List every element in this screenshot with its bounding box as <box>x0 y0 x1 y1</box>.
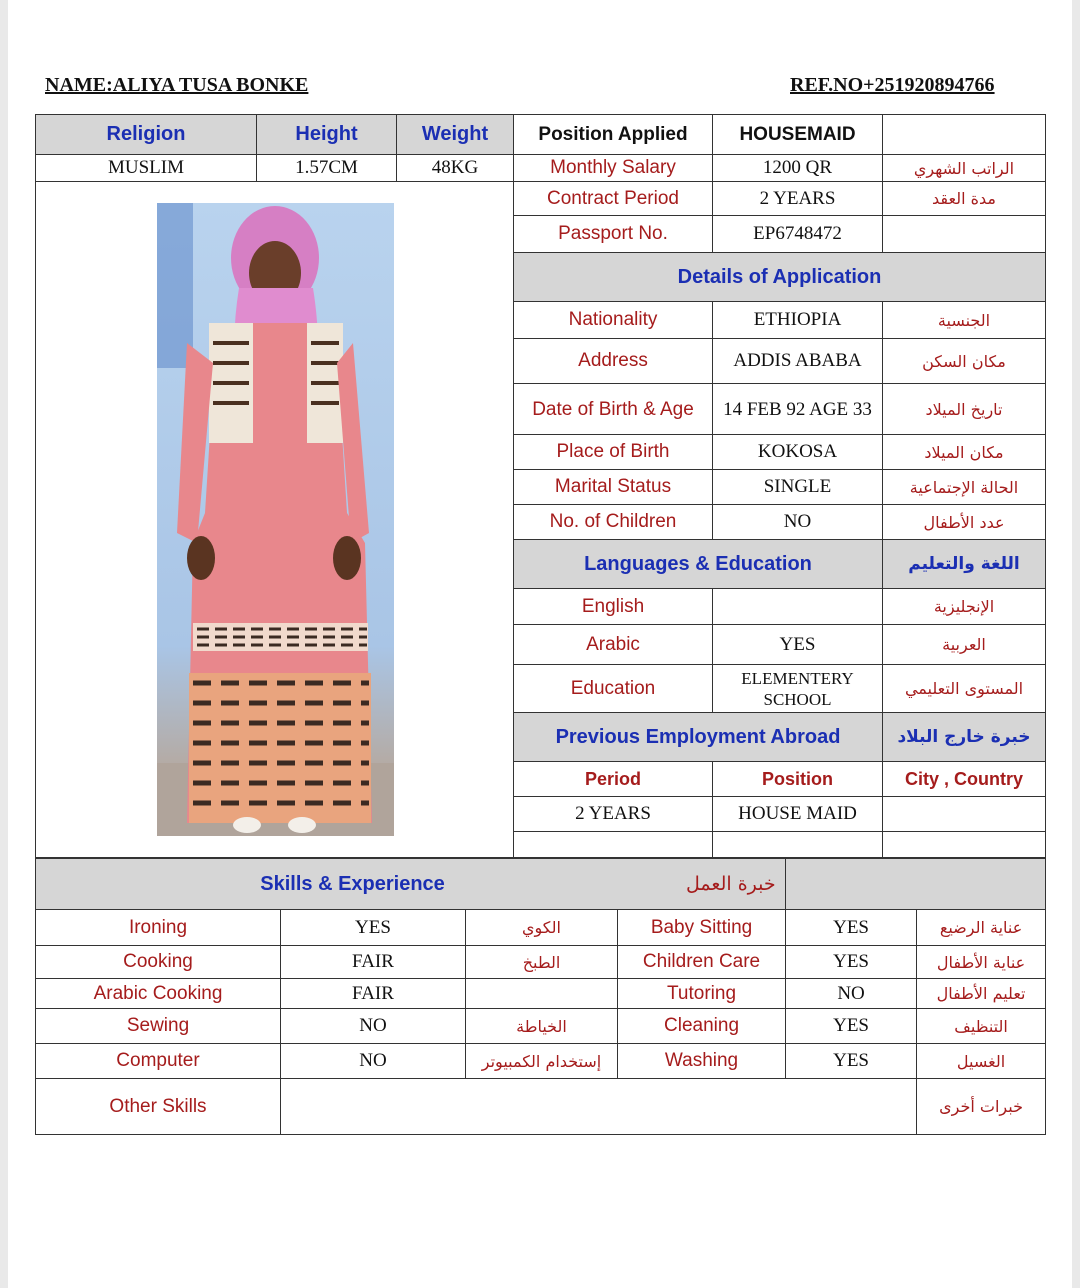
skill-arabic-cooking-ar <box>466 979 618 1009</box>
address-value: ADDIS ABABA <box>713 339 883 384</box>
other-skills-ar: خبرات أخرى <box>917 1079 1046 1135</box>
skill-computer-label: Computer <box>36 1044 281 1079</box>
skills-title-ar-text: خبرة العمل <box>686 873 776 895</box>
height-value: 1.57CM <box>257 155 397 182</box>
employment-city-value <box>883 797 1046 832</box>
children-value: NO <box>713 505 883 540</box>
arabic-label: Arabic <box>514 625 713 665</box>
skill-washing-ar: الغسيل <box>917 1044 1046 1079</box>
place-of-birth-value: KOKOSA <box>713 435 883 470</box>
employment-position-header: Position <box>713 762 883 797</box>
employment-position-value: HOUSE MAID <box>713 797 883 832</box>
religion-value: MUSLIM <box>36 155 257 182</box>
monthly-salary-label: Monthly Salary <box>514 155 713 182</box>
skill-children-care-label: Children Care <box>618 946 786 979</box>
employment-city-empty <box>883 832 1046 858</box>
nationality-ar: الجنسية <box>883 302 1046 339</box>
english-value <box>713 589 883 625</box>
skill-baby-sitting-value: YES <box>786 910 917 946</box>
marital-status-value: SINGLE <box>713 470 883 505</box>
other-skills-value <box>281 1079 917 1135</box>
languages-section-title: Languages & Education <box>514 540 883 589</box>
employment-period-header: Period <box>514 762 713 797</box>
height-label: Height <box>257 115 397 155</box>
children-ar: عدد الأطفال <box>883 505 1046 540</box>
skill-sewing-label: Sewing <box>36 1009 281 1044</box>
contract-period-ar: مدة العقد <box>883 182 1046 216</box>
skill-ironing-ar: الكوي <box>466 910 618 946</box>
nationality-value: ETHIOPIA <box>713 302 883 339</box>
place-of-birth-ar: مكان الميلاد <box>883 435 1046 470</box>
skill-cooking-ar: الطبخ <box>466 946 618 979</box>
monthly-salary-value: 1200 QR <box>713 155 883 182</box>
marital-status-ar: الحالة الإجتماعية <box>883 470 1046 505</box>
education-value: ELEMENTERY SCHOOL <box>713 665 883 713</box>
monthly-salary-ar: الراتب الشهري <box>883 155 1046 182</box>
dob-value: 14 FEB 92 AGE 33 <box>713 384 883 435</box>
skill-children-care-value: YES <box>786 946 917 979</box>
applicant-photo <box>157 203 394 836</box>
skill-cooking-label: Cooking <box>36 946 281 979</box>
skill-cleaning-label: Cleaning <box>618 1009 786 1044</box>
english-ar: الإنجليزية <box>883 589 1046 625</box>
skill-computer-value: NO <box>281 1044 466 1079</box>
passport-value: EP6748472 <box>713 216 883 253</box>
skill-sewing-value: NO <box>281 1009 466 1044</box>
contract-period-value: 2 YEARS <box>713 182 883 216</box>
weight-value: 48KG <box>397 155 514 182</box>
position-applied-value: HOUSEMAID <box>713 115 883 155</box>
address-label: Address <box>514 339 713 384</box>
arabic-ar: العربية <box>883 625 1046 665</box>
position-applied-ar <box>883 115 1046 155</box>
employment-section-title-ar: خبرة خارج البلاد <box>883 713 1046 762</box>
employment-period-empty <box>514 832 713 858</box>
employment-city-header: City , Country <box>883 762 1046 797</box>
skill-ironing-label: Ironing <box>36 910 281 946</box>
skill-washing-value: YES <box>786 1044 917 1079</box>
religion-label: Religion <box>36 115 257 155</box>
employment-period-value: 2 YEARS <box>514 797 713 832</box>
employment-position-empty <box>713 832 883 858</box>
skill-arabic-cooking-label: Arabic Cooking <box>36 979 281 1009</box>
employment-section-title: Previous Employment Abroad <box>514 713 883 762</box>
applicant-photo-drawing <box>157 203 394 836</box>
skill-tutoring-value: NO <box>786 979 917 1009</box>
education-ar: المستوى التعليمي <box>883 665 1046 713</box>
position-applied-label: Position Applied <box>514 115 713 155</box>
skill-tutoring-ar: تعليم الأطفال <box>917 979 1046 1009</box>
skill-washing-label: Washing <box>618 1044 786 1079</box>
applicant-name: NAME:ALIYA TUSA BONKE <box>45 74 309 96</box>
reference-number: REF.NO+251920894766 <box>790 74 995 96</box>
passport-label: Passport No. <box>514 216 713 253</box>
weight-label: Weight <box>397 115 514 155</box>
skill-computer-ar: إستخدام الكمبيوتر <box>466 1044 618 1079</box>
skill-tutoring-label: Tutoring <box>618 979 786 1009</box>
marital-status-label: Marital Status <box>514 470 713 505</box>
skill-sewing-ar: الخياطة <box>466 1009 618 1044</box>
place-of-birth-label: Place of Birth <box>514 435 713 470</box>
details-section-title: Details of Application <box>514 253 1046 302</box>
english-label: English <box>514 589 713 625</box>
skill-baby-sitting-ar: عناية الرضيع <box>917 910 1046 946</box>
dob-label: Date of Birth & Age <box>514 384 713 435</box>
skill-baby-sitting-label: Baby Sitting <box>618 910 786 946</box>
contract-period-label: Contract Period <box>514 182 713 216</box>
skill-cleaning-value: YES <box>786 1009 917 1044</box>
arabic-value: YES <box>713 625 883 665</box>
address-ar: مكان السكن <box>883 339 1046 384</box>
skills-section-title: Skills & Experience <box>36 859 786 910</box>
skills-table <box>35 858 1046 1135</box>
education-label: Education <box>514 665 713 713</box>
passport-ar <box>883 216 1046 253</box>
skill-cooking-value: FAIR <box>281 946 466 979</box>
skills-section-title-ar <box>686 859 1046 910</box>
dob-ar: تاريخ الميلاد <box>883 384 1046 435</box>
skill-cleaning-ar: التنظيف <box>917 1009 1046 1044</box>
languages-section-title-ar: اللغة والتعليم <box>883 540 1046 589</box>
nationality-label: Nationality <box>514 302 713 339</box>
skill-arabic-cooking-value: FAIR <box>281 979 466 1009</box>
skill-ironing-value: YES <box>281 910 466 946</box>
skill-children-care-ar: عناية الأطفال <box>917 946 1046 979</box>
other-skills-label: Other Skills <box>36 1079 281 1135</box>
children-label: No. of Children <box>514 505 713 540</box>
